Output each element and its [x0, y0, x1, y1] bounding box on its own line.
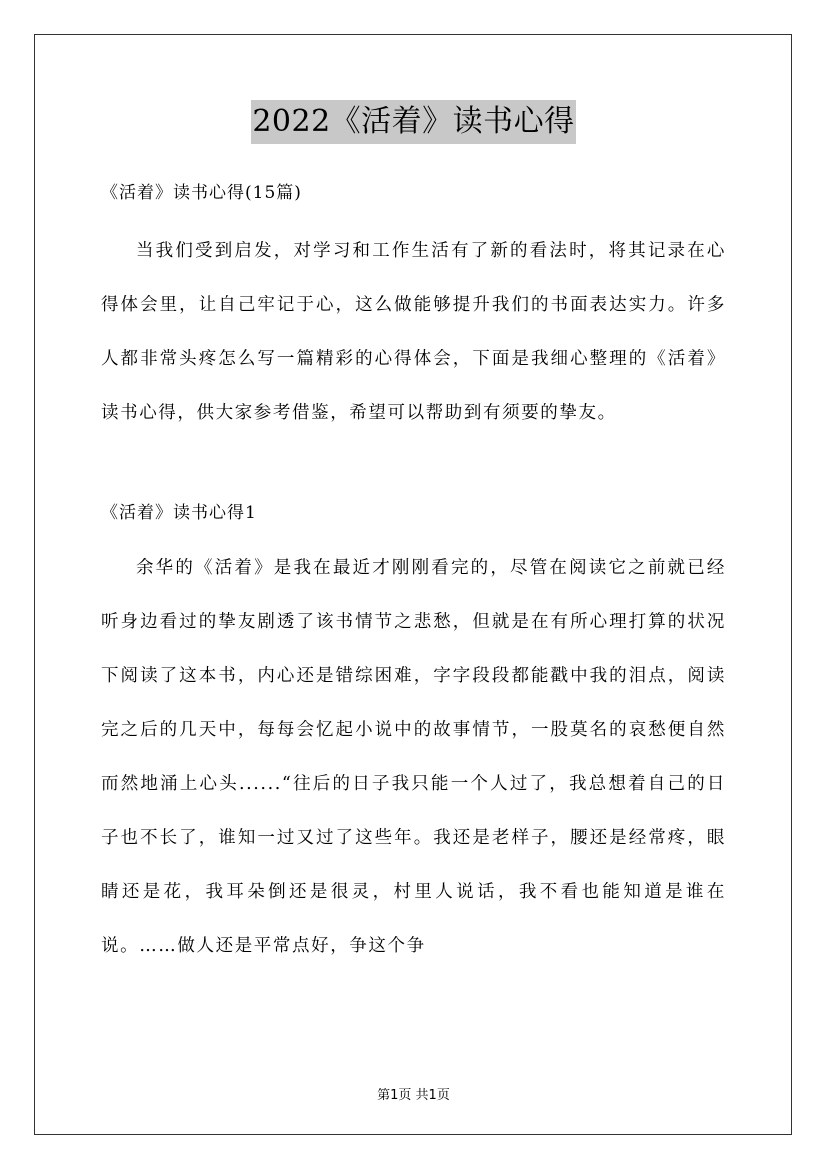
document-title: 2022《活着》读书心得 [251, 100, 575, 144]
title-area [0, 100, 827, 144]
page-footer: 第1页 共1页 [377, 1088, 450, 1103]
intro-paragraph: 当我们受到启发，对学习和工作生活有了新的看法时，将其记录在心得体会里，让自己牢记于心，这么做能够提升我们的书面表达实力。许多人都非常头疼怎么写一篇精彩的心得体会，下面是我细心整理的《活着》读书心得，供大家参考借鉴，希望可以帮助到有须要的挚友。 [101, 241, 726, 423]
section-paragraph: 余华的《活着》是我在最近才刚刚看完的，尽管在阅读它之前就已经听身边看过的挚友剧透了该书情节之悲愁，但就是在有所心理打算的状况下阅读了这本书，内心还是错综困难，字字段段都能戳中我的泪点，阅读完之后的几天中，每每会忆起小说中的故事情节，一股莫名的哀愁便自然而然地涌上心头......“往后的日子我只能一个人过了，我总想着自己的日子也不长了，谁知一过又过了这些年。我还是老样子，腰还是经常疼，眼睛还是花，我耳朵倒还是很灵，村里人说话，我不看也能知道是谁在说。……做人还是平常点好，争这个争 [101, 558, 726, 956]
section-heading: 《活着》读书心得1 [101, 503, 257, 523]
document-subtitle: 《活着》读书心得(15篇) [101, 183, 302, 203]
document-body [101, 174, 726, 973]
